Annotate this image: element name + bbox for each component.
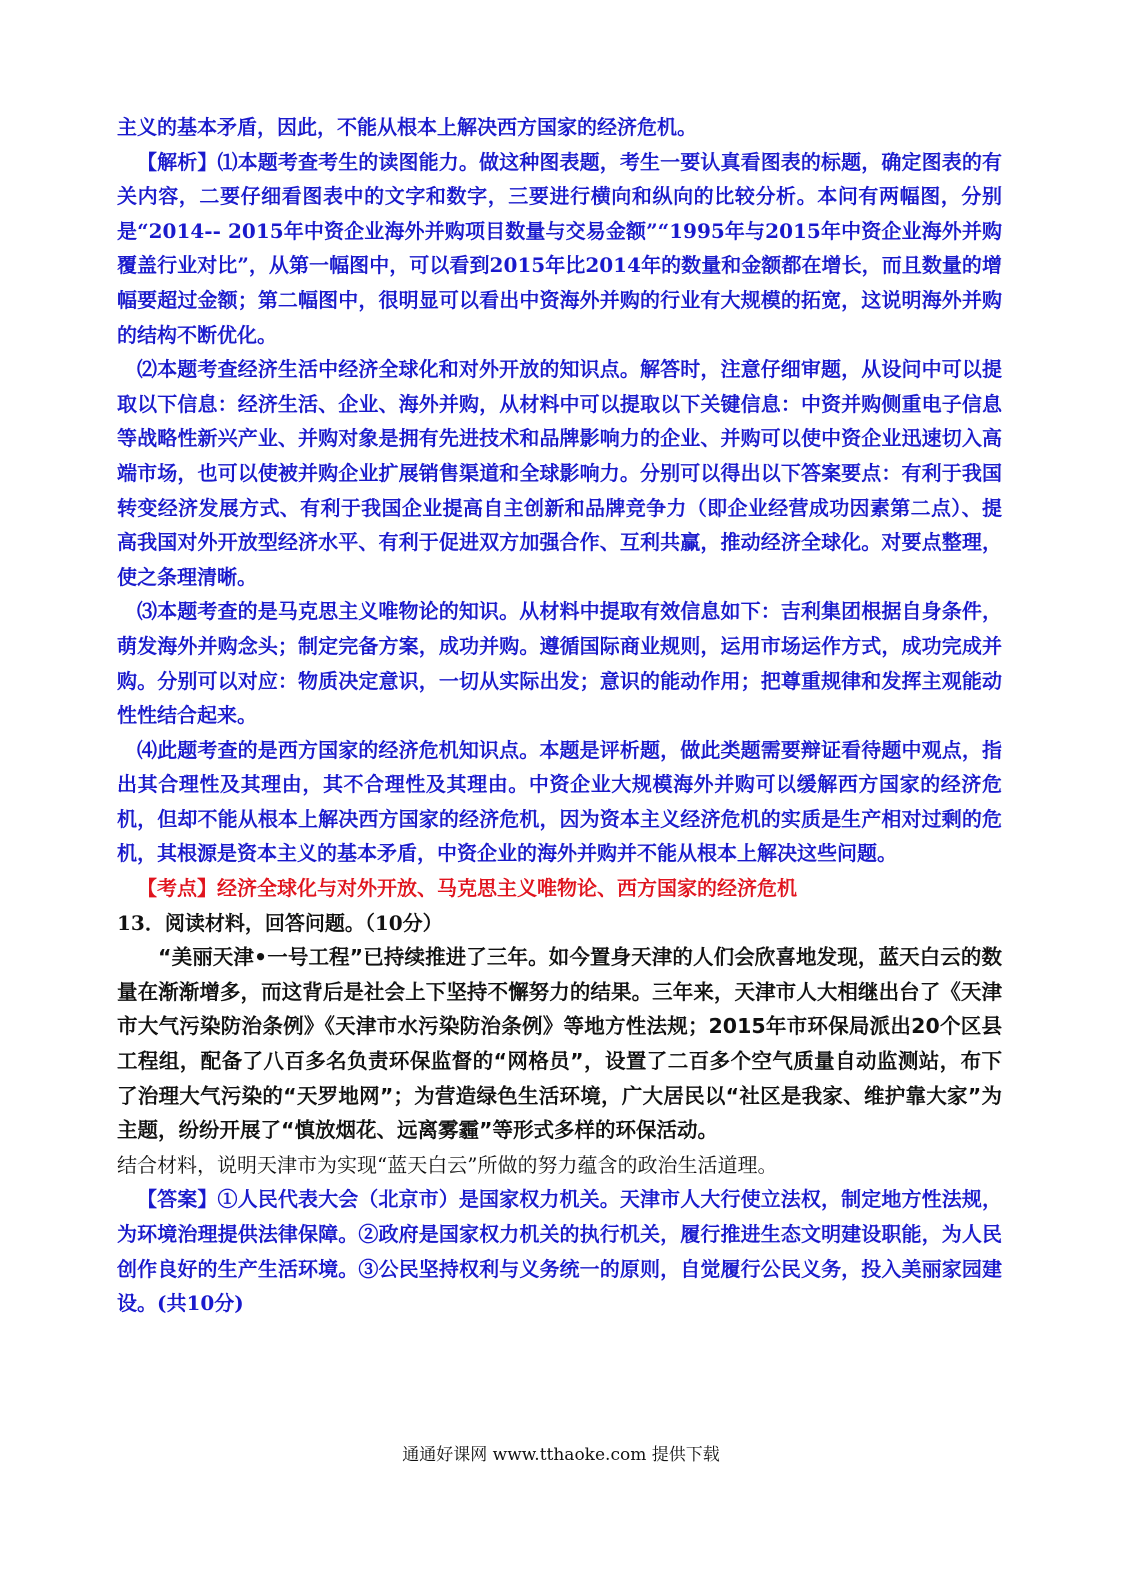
key-points: 【考点】经济全球化与对外开放、马克思主义唯物论、西方国家的经济危机 [137, 876, 797, 901]
question-13-prompt: 结合材料，说明天津市为实现“蓝天白云”所做的努力蕴含的政治生活道理。 [117, 1152, 778, 1177]
question-13-material: “美丽天津•一号工程”已持续推进了三年。如今置身天津的人们会欣喜地发现，蓝天白云的数量在渐渐增多，而这背后是社会上下坚持不懈努力的结果。三年来，天津市人大相继出台了《天津市大气污染防治条例》《天津市水污染防治条例》等地方性法规；2015年市环保局派出20个区县工程组，配备了八百多名负责环保监督的“网格员”，设置了二百多个空气质量自动监测站，布下了治理大气污染的“天罗地网”；为营造绿色生活环境，广大居民以“社区是我家、维护靠大家”为主题，纷纷开展了“慎放烟花、远离雾霾”等形式多样的环保活动。 [117, 945, 1002, 1143]
answer-continuation: 主义的基本矛盾，因此，不能从根本上解决西方国家的经济危机。 [117, 115, 697, 139]
document-body [117, 110, 1002, 1321]
page-footer: 通通好课网 www.tthaoke.com 提供下载 [402, 1445, 720, 1465]
question-13-answer: 【答案】①人民代表大会（北京市）是国家权力机关。天津市人大行使立法权，制定地方性法规，为环境治理提供法律保障。②政府是国家权力机关的执行机关，履行推进生态文明建设职能，为人民创作良好的生产生活环境。③公民坚持权利与义务统一的原则，自觉履行公民义务，投入美丽家园建设。(共10分) [117, 1187, 1002, 1316]
question-13-heading: 13．阅读材料，回答问题。（10分） [117, 910, 443, 935]
analysis-part-4: ⑷此题考查的是西方国家的经济危机知识点。本题是评析题，做此类题需要辩证看待题中观点，指出其合理性及其理由，其不合理性及其理由。中资企业大规模海外并购可以缓解西方国家的经济危机，但却不能从根本上解决西方国家的经济危机，因为资本主义经济危机的实质是生产相对过剩的危机，其根源是资本主义的基本矛盾，中资企业的海外并购并不能从根本上解决这些问题。 [117, 737, 1002, 866]
analysis-part-2: ⑵本题考查经济生活中经济全球化和对外开放的知识点。解答时，注意仔细审题，从设问中可以提取以下信息：经济生活、企业、海外并购，从材料中可以提取以下关键信息：中资并购侧重电子信息等战略性新兴产业、并购对象是拥有先进技术和品牌影响力的企业、并购可以使中资企业迅速切入高端市场，也可以使被并购企业扩展销售渠道和全球影响力。分别可以得出以下答案要点：有利于我国转变经济发展方式、有利于我国企业提高自主创新和品牌竞争力（即企业经营成功因素第二点）、提高我国对外开放型经济水平、有利于促进双方加强合作、互利共赢，推动经济全球化。对要点整理，使之条理清晰。 [117, 357, 1002, 589]
analysis-part-1: 【解析】⑴本题考查考生的读图能力。做这种图表题，考生一要认真看图表的标题，确定图表的有关内容，二要仔细看图表中的文字和数字，三要进行横向和纵向的比较分析。本问有两幅图，分别是“2014-- 2015年中资企业海外并购项目数量与交易金额”“1995年与2015年中资企业海外并购覆盖行业对比”，从第一幅图中，可以看到2015年比2014年的数量和金额都在增长，而且数量的增幅要超过金额；第二幅图中，很明显可以看出中资海外并购的行业有大规模的拓宽，这说明海外并购的结构不断优化。 [117, 149, 1002, 347]
analysis-part-3: ⑶本题考查的是马克思主义唯物论的知识。从材料中提取有效信息如下：吉利集团根据自身条件，萌发海外并购念头；制定完备方案，成功并购。遵循国际商业规则，运用市场运作方式，成功完成并购。分别可以对应：物质决定意识，一切从实际出发；意识的能动作用；把尊重规律和发挥主观能动性性结合起来。 [117, 599, 1002, 728]
